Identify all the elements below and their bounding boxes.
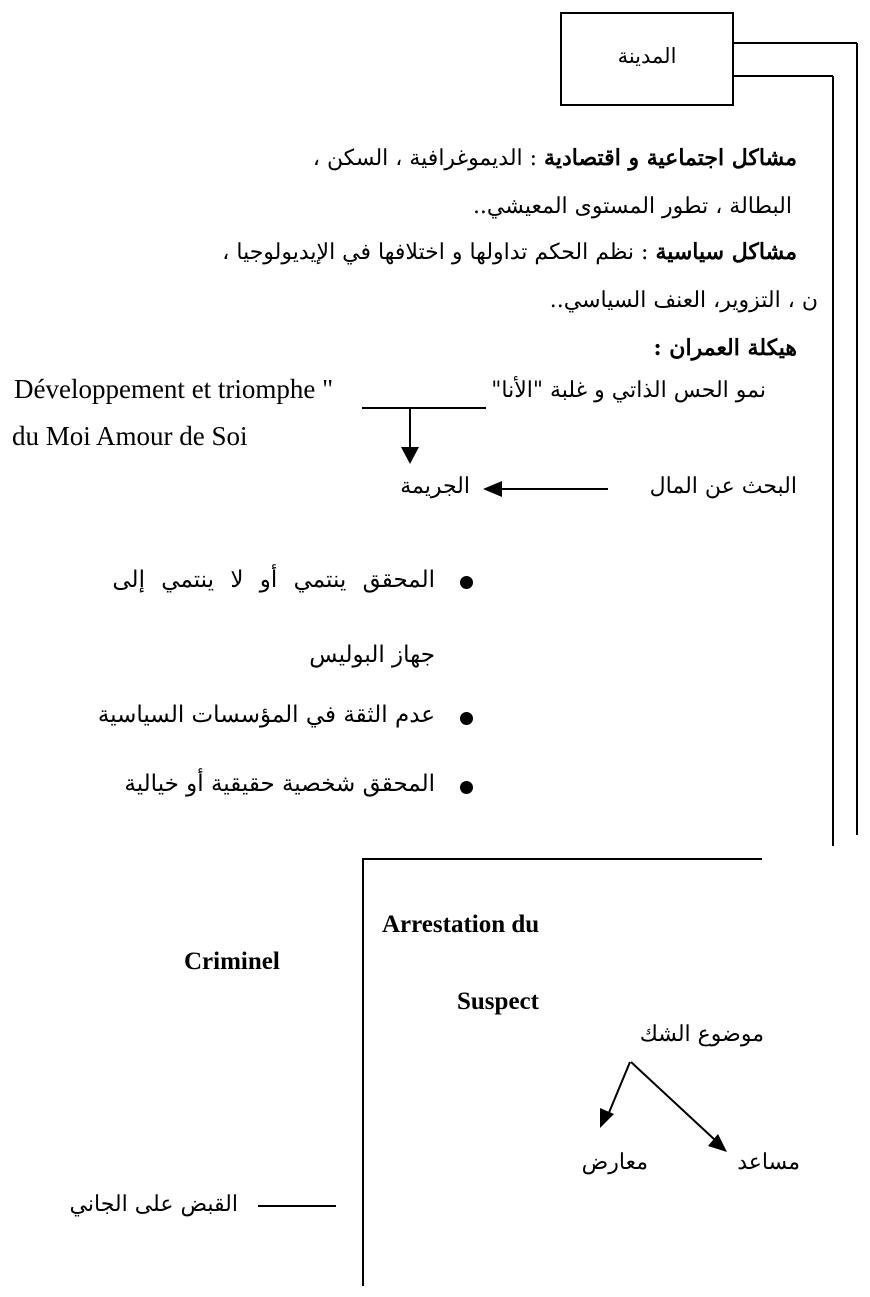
bullet-3-line1: المحقق شخصية حقيقية أو خيالية — [124, 771, 435, 797]
ego-french-text: Développement et triomphe — [14, 374, 316, 404]
bullet-dot-3 — [460, 781, 473, 794]
bullet-1-line1: المحقق ينتمي أو لا ينتمي إلى — [112, 567, 435, 593]
suspect-text-mask — [540, 998, 580, 1020]
capture-label: القبض على الجاني — [69, 1192, 238, 1217]
political-text: : نظم الحكم تداولها و اختلافها في الإيديولوجيا ، — [222, 240, 656, 265]
political-problems — [222, 239, 797, 265]
money-to-crime-arrowhead — [483, 481, 502, 497]
bullet-2-line1: عدم الثقة في المؤسسات السياسية — [97, 702, 435, 728]
socio-economic-problems — [313, 145, 797, 171]
city-label: المدينة — [617, 44, 677, 68]
ego-french-quote: " — [322, 374, 334, 404]
ego-french-line1 — [14, 374, 333, 405]
socio-economic-title: مشاكل اجتماعية و اقتصادية — [544, 145, 797, 171]
crime-label: الجريمة — [400, 474, 470, 499]
criminal-label: Criminel — [184, 948, 280, 975]
city-box — [560, 12, 734, 106]
socio-economic-line2: البطالة ، تطور المستوى المعيشي.. — [472, 194, 792, 219]
urban-structure-title: هيكلة العمران : — [653, 335, 797, 361]
arrest-title-line1: Arrestation du — [382, 911, 540, 938]
money-search-label: البحث عن المال — [649, 474, 797, 499]
helper-label: مساعد — [737, 1150, 800, 1175]
bullet-dot-2 — [460, 712, 473, 725]
bullet-dot-1 — [460, 576, 473, 589]
arrest-title-line2: Suspect — [457, 988, 539, 1015]
bullet-1-line2: جهاز البوليس — [309, 642, 435, 668]
ego-french-line2: du Moi Amour de Soi — [12, 421, 248, 451]
suspicion-label: موضوع الشك — [639, 1022, 764, 1047]
ego-arabic: نمو الحس الذاتي و غلبة "الأنا" — [491, 378, 766, 403]
political-line2: ن ، التزوير، العنف السياسي.. — [549, 288, 818, 313]
socio-economic-text: : الديموغرافية ، السكن ، — [312, 146, 545, 171]
ego-down-arrowhead — [401, 447, 419, 464]
opponent-label: معارض — [581, 1150, 648, 1175]
political-title: مشاكل سياسية — [655, 239, 797, 265]
